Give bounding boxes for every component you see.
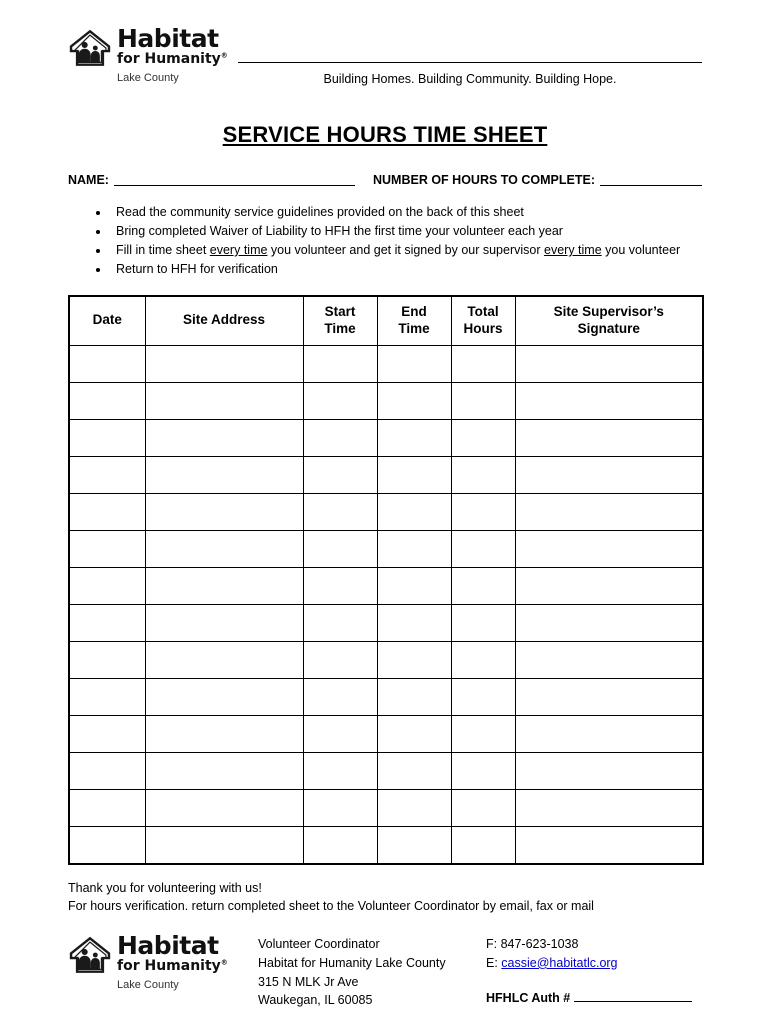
cell-end-time[interactable] bbox=[377, 530, 451, 567]
address-line: Volunteer Coordinator bbox=[258, 937, 380, 951]
table-row bbox=[69, 530, 703, 567]
email-line bbox=[486, 954, 702, 973]
cell-end-time[interactable] bbox=[377, 345, 451, 382]
cell-start-time[interactable] bbox=[303, 678, 377, 715]
cell-total-hours[interactable] bbox=[451, 678, 515, 715]
cell-total-hours[interactable] bbox=[451, 567, 515, 604]
address-line: Waukegan, IL 60085 bbox=[258, 993, 373, 1008]
cell-end-time[interactable] bbox=[377, 604, 451, 641]
cell-site-address[interactable] bbox=[145, 789, 303, 826]
name-input[interactable] bbox=[114, 172, 355, 186]
cell-signature[interactable] bbox=[515, 530, 703, 567]
footer-contacts bbox=[486, 935, 702, 1010]
list-item: • Fill in time sheet every time you volunteer and get it signed by our supervisor every time you volunteer bbox=[110, 241, 702, 260]
cell-total-hours[interactable] bbox=[451, 345, 515, 382]
table-row bbox=[69, 826, 703, 864]
cell-date[interactable] bbox=[69, 493, 145, 530]
list-item: • Return to HFH for verification bbox=[110, 260, 702, 279]
table-header-row bbox=[69, 296, 703, 345]
footer-notes bbox=[68, 879, 702, 915]
cell-total-hours[interactable] bbox=[451, 752, 515, 789]
column-header-start-time: Start Time bbox=[303, 296, 377, 345]
header-logo bbox=[68, 26, 238, 84]
cell-date[interactable] bbox=[69, 752, 145, 789]
column-header-site-address: Site Address bbox=[145, 296, 303, 345]
hours-label: NUMBER OF HOURS TO COMPLETE: bbox=[373, 173, 595, 187]
footer-logo bbox=[68, 933, 258, 991]
logo-affiliate-text: Lake County bbox=[117, 979, 179, 991]
cell-end-time[interactable] bbox=[377, 456, 451, 493]
list-item: • Read the community service guidelines provided on the back of this sheet bbox=[110, 203, 702, 222]
cell-total-hours[interactable] bbox=[451, 604, 515, 641]
cell-start-time[interactable] bbox=[303, 641, 377, 678]
name-label: NAME: bbox=[68, 173, 109, 187]
cell-total-hours[interactable] bbox=[451, 715, 515, 752]
cell-start-time[interactable] bbox=[303, 382, 377, 419]
cell-site-address[interactable] bbox=[145, 456, 303, 493]
cell-site-address[interactable] bbox=[145, 678, 303, 715]
cell-signature[interactable] bbox=[515, 678, 703, 715]
table-row bbox=[69, 382, 703, 419]
cell-signature[interactable] bbox=[515, 826, 703, 864]
cell-start-time[interactable] bbox=[303, 715, 377, 752]
cell-signature[interactable] bbox=[515, 419, 703, 456]
logo-habitat-text: Habitat bbox=[117, 931, 219, 960]
logo-for-humanity-text: for Humanity® bbox=[117, 51, 228, 67]
cell-site-address[interactable] bbox=[145, 641, 303, 678]
cell-signature[interactable] bbox=[515, 604, 703, 641]
hours-field-group bbox=[373, 172, 702, 187]
address-line: Habitat for Humanity Lake County bbox=[258, 955, 446, 970]
cell-date[interactable] bbox=[69, 567, 145, 604]
cell-date[interactable] bbox=[69, 530, 145, 567]
cell-start-time[interactable] bbox=[303, 493, 377, 530]
cell-start-time[interactable] bbox=[303, 567, 377, 604]
cell-site-address[interactable] bbox=[145, 826, 303, 864]
cell-site-address[interactable] bbox=[145, 493, 303, 530]
logo-habitat-text: Habitat bbox=[117, 24, 219, 53]
cell-site-address[interactable] bbox=[145, 752, 303, 789]
cell-site-address[interactable] bbox=[145, 382, 303, 419]
cell-total-hours[interactable] bbox=[451, 641, 515, 678]
table-row bbox=[69, 345, 703, 382]
cell-total-hours[interactable] bbox=[451, 789, 515, 826]
logo-for-humanity-text: for Humanity® bbox=[117, 958, 228, 974]
habitat-house-people-logo-icon bbox=[68, 935, 112, 975]
footer-contact-block bbox=[258, 933, 702, 1010]
cell-start-time[interactable] bbox=[303, 604, 377, 641]
cell-end-time[interactable] bbox=[377, 419, 451, 456]
header-tagline: Building Homes. Building Community. Building Hope. bbox=[323, 72, 617, 86]
logo-affiliate-text: Lake County bbox=[117, 72, 179, 84]
auth-input[interactable] bbox=[574, 989, 692, 1002]
cell-signature[interactable] bbox=[515, 715, 703, 752]
cell-start-time[interactable] bbox=[303, 345, 377, 382]
cell-total-hours[interactable] bbox=[451, 826, 515, 864]
cell-end-time[interactable] bbox=[377, 678, 451, 715]
table-body bbox=[69, 345, 703, 864]
cell-signature[interactable] bbox=[515, 789, 703, 826]
cell-start-time[interactable] bbox=[303, 789, 377, 826]
cell-end-time[interactable] bbox=[377, 826, 451, 864]
cell-end-time[interactable] bbox=[377, 493, 451, 530]
column-header-supervisor-signature: Site Supervisor’s Signature bbox=[515, 296, 703, 345]
table-row bbox=[69, 715, 703, 752]
page-title: SERVICE HOURS TIME SHEET bbox=[222, 122, 548, 147]
cell-signature[interactable] bbox=[515, 752, 703, 789]
cell-end-time[interactable] bbox=[377, 567, 451, 604]
cell-site-address[interactable] bbox=[145, 604, 303, 641]
cell-date[interactable] bbox=[69, 456, 145, 493]
cell-start-time[interactable] bbox=[303, 456, 377, 493]
cell-start-time[interactable] bbox=[303, 419, 377, 456]
cell-signature[interactable] bbox=[515, 382, 703, 419]
cell-total-hours[interactable] bbox=[451, 382, 515, 419]
cell-total-hours[interactable] bbox=[451, 419, 515, 456]
document-header bbox=[68, 26, 702, 104]
cell-signature[interactable] bbox=[515, 493, 703, 530]
column-header-end-time: End Time bbox=[377, 296, 451, 345]
cell-end-time[interactable] bbox=[377, 641, 451, 678]
table-row bbox=[69, 641, 703, 678]
verification-note: For hours verification. return completed sheet to the Volunteer Coordinator by email, fax or mail bbox=[68, 898, 594, 913]
table-row bbox=[69, 604, 703, 641]
cell-end-time[interactable] bbox=[377, 382, 451, 419]
cell-date[interactable] bbox=[69, 345, 145, 382]
column-header-total-hours: Total Hours bbox=[451, 296, 515, 345]
cell-end-time[interactable] bbox=[377, 752, 451, 789]
cell-total-hours[interactable] bbox=[451, 530, 515, 567]
footer-block bbox=[68, 933, 702, 1010]
header-tagline-block bbox=[238, 26, 702, 86]
cell-date[interactable] bbox=[69, 604, 145, 641]
table-row bbox=[69, 493, 703, 530]
table-row bbox=[69, 456, 703, 493]
cell-start-time[interactable] bbox=[303, 752, 377, 789]
cell-site-address[interactable] bbox=[145, 419, 303, 456]
cell-date[interactable] bbox=[69, 715, 145, 752]
cell-site-address[interactable] bbox=[145, 567, 303, 604]
auth-label: HFHLC Auth # bbox=[486, 990, 571, 1005]
table-row bbox=[69, 567, 703, 604]
cell-date[interactable] bbox=[69, 641, 145, 678]
table-row bbox=[69, 789, 703, 826]
cell-signature[interactable] bbox=[515, 641, 703, 678]
cell-end-time[interactable] bbox=[377, 715, 451, 752]
email-link[interactable]: cassie@habitatlc.org bbox=[501, 955, 618, 970]
list-item: • Bring completed Waiver of Liability to HFH the first time your volunteer each year bbox=[110, 222, 702, 241]
auth-field bbox=[486, 989, 702, 1008]
cell-signature[interactable] bbox=[515, 456, 703, 493]
service-hours-table bbox=[68, 295, 704, 865]
cell-signature[interactable] bbox=[515, 567, 703, 604]
cell-date[interactable] bbox=[69, 678, 145, 715]
cell-site-address[interactable] bbox=[145, 530, 303, 567]
cell-site-address[interactable] bbox=[145, 345, 303, 382]
footer-address bbox=[258, 935, 486, 1010]
table-row bbox=[69, 752, 703, 789]
fax-line: F: 847-623-1038 bbox=[486, 937, 579, 951]
cell-site-address[interactable] bbox=[145, 715, 303, 752]
email-label: E: bbox=[486, 955, 498, 970]
cell-total-hours[interactable] bbox=[451, 456, 515, 493]
cell-total-hours[interactable] bbox=[451, 493, 515, 530]
thank-you-note: Thank you for volunteering with us! bbox=[68, 880, 262, 895]
cell-start-time[interactable] bbox=[303, 826, 377, 864]
cell-date[interactable] bbox=[69, 419, 145, 456]
hours-input[interactable] bbox=[600, 172, 702, 186]
cell-signature[interactable] bbox=[515, 345, 703, 382]
cell-date[interactable] bbox=[69, 826, 145, 864]
cell-date[interactable] bbox=[69, 382, 145, 419]
habitat-house-people-logo-icon bbox=[68, 28, 112, 68]
instructions-list bbox=[68, 203, 702, 279]
name-field-group bbox=[68, 172, 355, 187]
cell-end-time[interactable] bbox=[377, 789, 451, 826]
form-header-row bbox=[68, 172, 702, 187]
cell-date[interactable] bbox=[69, 789, 145, 826]
table-row bbox=[69, 678, 703, 715]
header-rule bbox=[238, 62, 702, 63]
column-header-date: Date bbox=[69, 296, 145, 345]
address-line: 315 N MLK Jr Ave bbox=[258, 974, 359, 989]
table-row bbox=[69, 419, 703, 456]
cell-start-time[interactable] bbox=[303, 530, 377, 567]
